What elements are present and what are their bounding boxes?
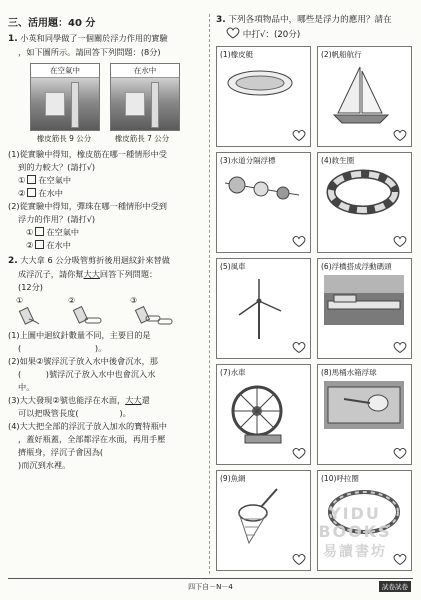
lane-buoys-image <box>225 169 299 209</box>
waterwheel-image <box>225 381 295 445</box>
q3-grid <box>216 46 414 571</box>
photo-air-image <box>31 78 99 130</box>
item-label: (8)馬桶水箱浮球 <box>321 368 377 377</box>
photo-in-air <box>30 63 100 131</box>
q2-number: 2. <box>8 256 18 266</box>
heart-icon[interactable] <box>292 129 306 142</box>
footer-line <box>8 578 413 579</box>
q2-p1-line1: (1)上圖中迴紋針數量不同，主要目的是 <box>8 330 151 340</box>
straw-1 <box>16 296 46 327</box>
q1-p2-line2: 浮力的作用？(請打√) <box>18 214 96 224</box>
photo-in-water <box>110 63 180 131</box>
option-text: 在水中 <box>46 240 71 250</box>
option-number: ② <box>18 188 26 198</box>
heart-icon[interactable] <box>393 447 407 460</box>
caption-air: 橡皮筋長 9 公分 <box>36 134 92 143</box>
q1-p2-line1: (2)從實驗中得知，彈珠在哪一種情形中受到 <box>8 201 167 211</box>
q2-p3-line1 <box>8 394 204 407</box>
item-life-ring <box>317 152 412 253</box>
straw-3-number: ③ <box>130 296 138 305</box>
photo-air-label: 在空氣中 <box>31 64 99 78</box>
checkbox[interactable] <box>35 227 44 236</box>
left-column <box>8 14 204 472</box>
q2-p4-line4: )而沉到水裡。 <box>18 460 71 470</box>
q1-intro-line2: ，如下圖所示。請回答下列問題：(8分) <box>18 47 161 57</box>
q2-intro-b-text: 成浮沉子，請你幫 <box>18 269 84 279</box>
option-text: 在空氣中 <box>38 175 72 185</box>
q2-p1-line2: ( )。 <box>18 343 107 353</box>
option-number: ① <box>26 227 34 237</box>
q2-p4-line2: ，蓋好瓶蓋，全部都浮在水面，再用手壓 <box>18 434 166 444</box>
heart-icon[interactable] <box>393 129 407 142</box>
life-ring-image <box>326 169 400 215</box>
heart-icon[interactable] <box>292 341 306 354</box>
item-windmill <box>216 258 311 359</box>
watermark <box>300 505 410 561</box>
q1-p1-option2 <box>8 187 204 200</box>
item-label: (3)水道分隔浮標 <box>220 156 276 165</box>
watermark-zh: 易讀書坊 <box>323 544 387 560</box>
q2-intro-a: 大大拿 6 公分吸管剪折後用迴紋針來替做 <box>20 255 170 265</box>
q1-p1-line2: 到的力較大？(請打√) <box>18 162 96 172</box>
q3-line1: 下列各項物品中，哪些是浮力的應用？請在 <box>228 15 392 25</box>
q1-photos <box>30 63 204 131</box>
q3-line2 <box>216 27 414 42</box>
q3-number: 3. <box>216 15 226 25</box>
straw-2 <box>68 296 108 327</box>
sailboat-image <box>326 63 396 129</box>
checkbox[interactable] <box>27 188 36 197</box>
q2-p3-line2: 可以把吸管長度( )。 <box>18 408 131 418</box>
footer-badge: 試卷試卷 <box>379 581 411 592</box>
q2-name: 大大 <box>83 269 100 279</box>
q1-p2-option2 <box>8 239 204 252</box>
right-column <box>216 14 414 571</box>
heart-icon[interactable] <box>292 447 306 460</box>
q1-p1-option1 <box>8 174 204 187</box>
item-toilet-float <box>317 364 412 465</box>
option-number: ② <box>26 240 34 250</box>
checkbox[interactable] <box>35 240 44 249</box>
straw-2-image <box>68 305 108 327</box>
item-label: (9)魚網 <box>220 474 246 483</box>
photo-water-label: 在水中 <box>111 64 179 78</box>
straw-1-number: ① <box>16 296 24 305</box>
column-divider <box>209 14 210 574</box>
q1-intro-line1: 小英和同學做了一個關於浮力作用的實驗 <box>20 33 168 43</box>
q2-p2-line3: 中。 <box>18 382 35 392</box>
q2-p4-line3: 擠瓶身，浮沉子會因為( <box>18 447 145 457</box>
photo-captions <box>30 133 176 144</box>
q2-p3-name: 大大 <box>125 395 142 405</box>
option-text: 在水中 <box>38 188 63 198</box>
item-floating-dock <box>317 258 412 359</box>
item-label: (5)風車 <box>220 262 246 271</box>
q3-intro <box>216 14 414 27</box>
item-label: (4)救生圈 <box>321 156 355 165</box>
heart-icon[interactable] <box>393 235 407 248</box>
windmill-image <box>225 275 295 341</box>
caption-water: 橡皮筋長 7 公分 <box>114 134 170 143</box>
straw-3-image <box>130 305 180 327</box>
item-label: (7)水車 <box>220 368 246 377</box>
straw-1-image <box>16 305 46 327</box>
q2-p2-line2: ( )號浮沉子放入水中也會沉入水 <box>18 369 156 379</box>
heart-icon[interactable] <box>292 235 306 248</box>
checkbox[interactable] <box>27 175 36 184</box>
q2-p3-text-b: 還 <box>141 395 150 405</box>
q1-intro <box>8 32 204 46</box>
rubber-boat-image <box>225 63 295 103</box>
q1-number: 1. <box>8 34 18 44</box>
option-text: 在空氣中 <box>46 227 80 237</box>
item-lane-buoys <box>216 152 311 253</box>
straw-2-number: ② <box>68 296 76 305</box>
item-label: (6)浮橋搭成浮動碼頭 <box>321 262 392 271</box>
item-label: (2)帆船航行 <box>321 50 362 59</box>
q2-intro-b <box>8 268 204 281</box>
item-fishing-net <box>216 470 311 571</box>
q2-p2-line1: (2)如果②號浮沉子放入水中後會沉水，那 <box>8 356 158 366</box>
fishing-net-image <box>225 487 295 553</box>
item-waterwheel <box>216 364 311 465</box>
option-number: ① <box>18 175 26 185</box>
q2-p3-text-a: (3)大大發現②號也能浮在水面， <box>8 395 126 405</box>
item-label: (1)橡皮艇 <box>220 50 254 59</box>
straw-figures <box>16 296 204 327</box>
item-rubber-boat <box>216 46 311 147</box>
q2-intro-c-text: 回答下列問題： <box>99 269 158 279</box>
floating-dock-image <box>324 275 404 325</box>
q1-p1-line1: (1)從實驗中得知，橡皮筋在哪一種情形中受 <box>8 149 167 159</box>
heart-icon <box>226 27 240 39</box>
straw-3 <box>130 296 180 327</box>
q2-intro <box>8 254 204 268</box>
page-footer: 四下自－N－4 <box>188 583 233 591</box>
item-sailboat <box>317 46 412 147</box>
watermark-en: YIDU BOOKS <box>318 504 392 541</box>
q2-points: (12分) <box>18 282 43 292</box>
photo-water-image <box>111 78 179 130</box>
section-title: 三、活用題：40 分 <box>8 18 96 29</box>
q1-p2-option1 <box>8 226 204 239</box>
heart-icon[interactable] <box>393 341 407 354</box>
item-label: (10)呼拉圈 <box>321 474 359 483</box>
q3-line2-text: 中打√：(20分) <box>242 30 301 40</box>
q2-p4-line1: (4)大大把全部的浮沉子放入加水的寶特瓶中 <box>8 421 167 431</box>
toilet-float-image <box>324 381 404 429</box>
